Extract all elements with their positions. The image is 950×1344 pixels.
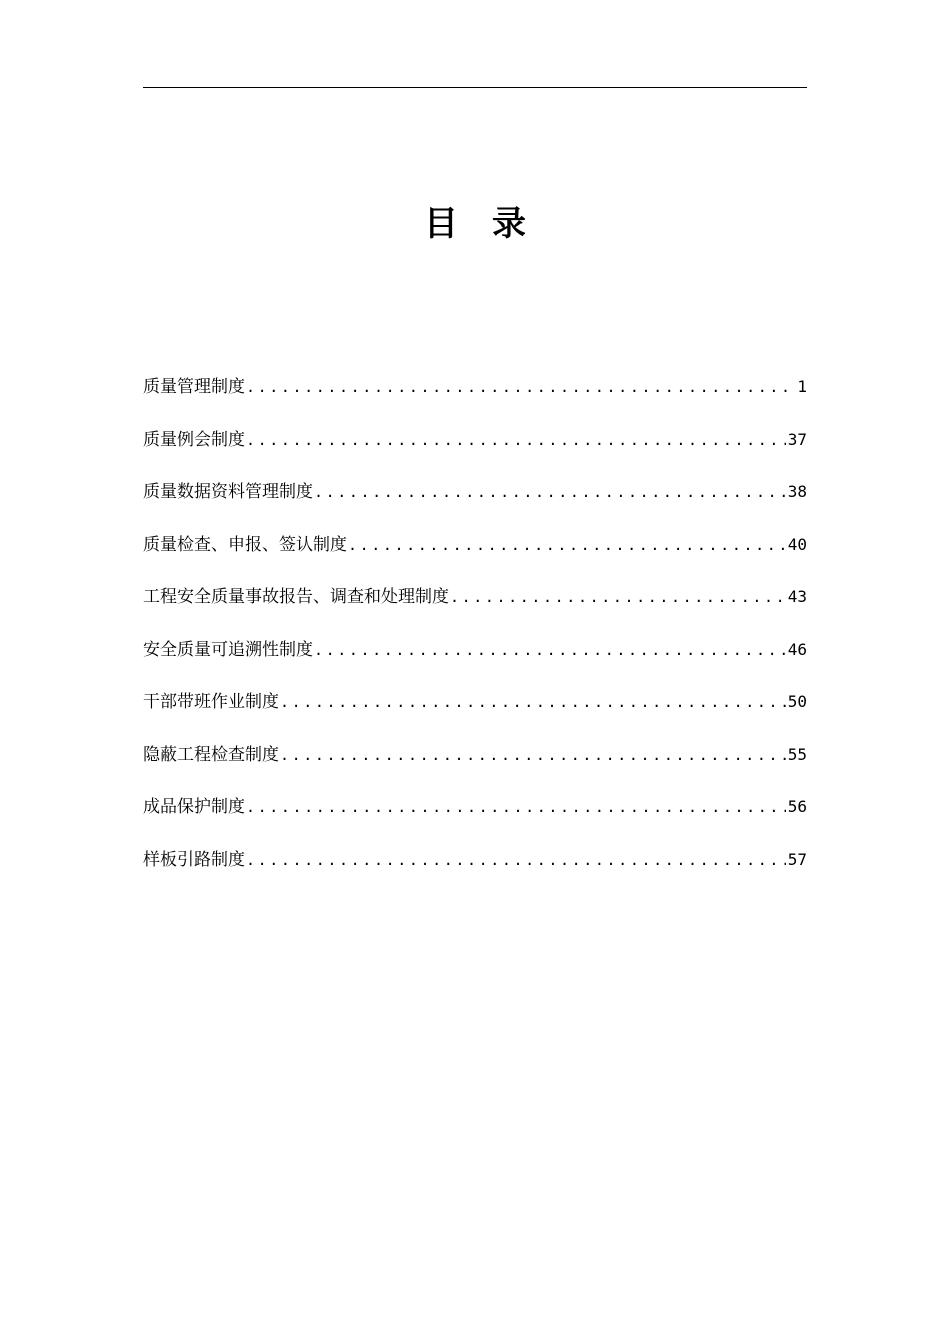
toc-page-number: 43 (787, 587, 807, 606)
toc-entry[interactable] (143, 741, 807, 794)
table-of-contents (143, 373, 807, 898)
dot-leader (348, 531, 786, 559)
toc-entry-title: 质量管理制度 (143, 377, 245, 397)
toc-entry-title: 成品保护制度 (143, 797, 245, 817)
toc-page-number: 56 (787, 797, 807, 816)
dot-leader (246, 846, 786, 874)
toc-entry[interactable] (143, 636, 807, 689)
toc-entry[interactable] (143, 583, 807, 636)
dot-leader (314, 636, 786, 664)
toc-page-number: 40 (787, 534, 807, 554)
dot-leader (280, 688, 786, 716)
toc-page-number: 50 (787, 692, 807, 711)
toc-entry[interactable] (143, 373, 807, 426)
toc-entry[interactable] (143, 846, 807, 899)
toc-entry[interactable] (143, 793, 807, 846)
dot-leader (314, 478, 786, 506)
toc-entry-title: 质量检查、申报、签认制度 (143, 534, 347, 555)
dot-leader (246, 373, 795, 401)
toc-page-number: 55 (787, 744, 807, 764)
toc-entry-title: 干部带班作业制度 (143, 692, 279, 712)
toc-entry[interactable] (143, 688, 807, 741)
toc-page-number: 46 (787, 639, 807, 659)
toc-page-number: 38 (787, 482, 807, 501)
dot-leader (280, 741, 786, 769)
dot-leader (246, 793, 786, 821)
toc-entry[interactable] (143, 478, 807, 531)
dot-leader (246, 426, 786, 454)
toc-page-number: 1 (797, 377, 807, 396)
toc-entry-title: 工程安全质量事故报告、调查和处理制度 (143, 587, 449, 607)
toc-entry-title: 质量数据资料管理制度 (143, 482, 313, 502)
toc-page-number: 37 (787, 429, 807, 449)
toc-page-number: 57 (787, 849, 807, 869)
toc-entry[interactable] (143, 531, 807, 584)
toc-entry-title: 安全质量可追溯性制度 (143, 639, 313, 660)
toc-entry-title: 样板引路制度 (143, 849, 245, 870)
dot-leader (450, 583, 786, 611)
toc-entry-title: 质量例会制度 (143, 429, 245, 450)
toc-entry[interactable] (143, 426, 807, 479)
page-title (0, 196, 950, 252)
title-char-2: 录 (492, 204, 526, 244)
title-char-1: 目 (424, 204, 458, 244)
header-rule (143, 87, 807, 88)
toc-entry-title: 隐蔽工程检查制度 (143, 744, 279, 765)
